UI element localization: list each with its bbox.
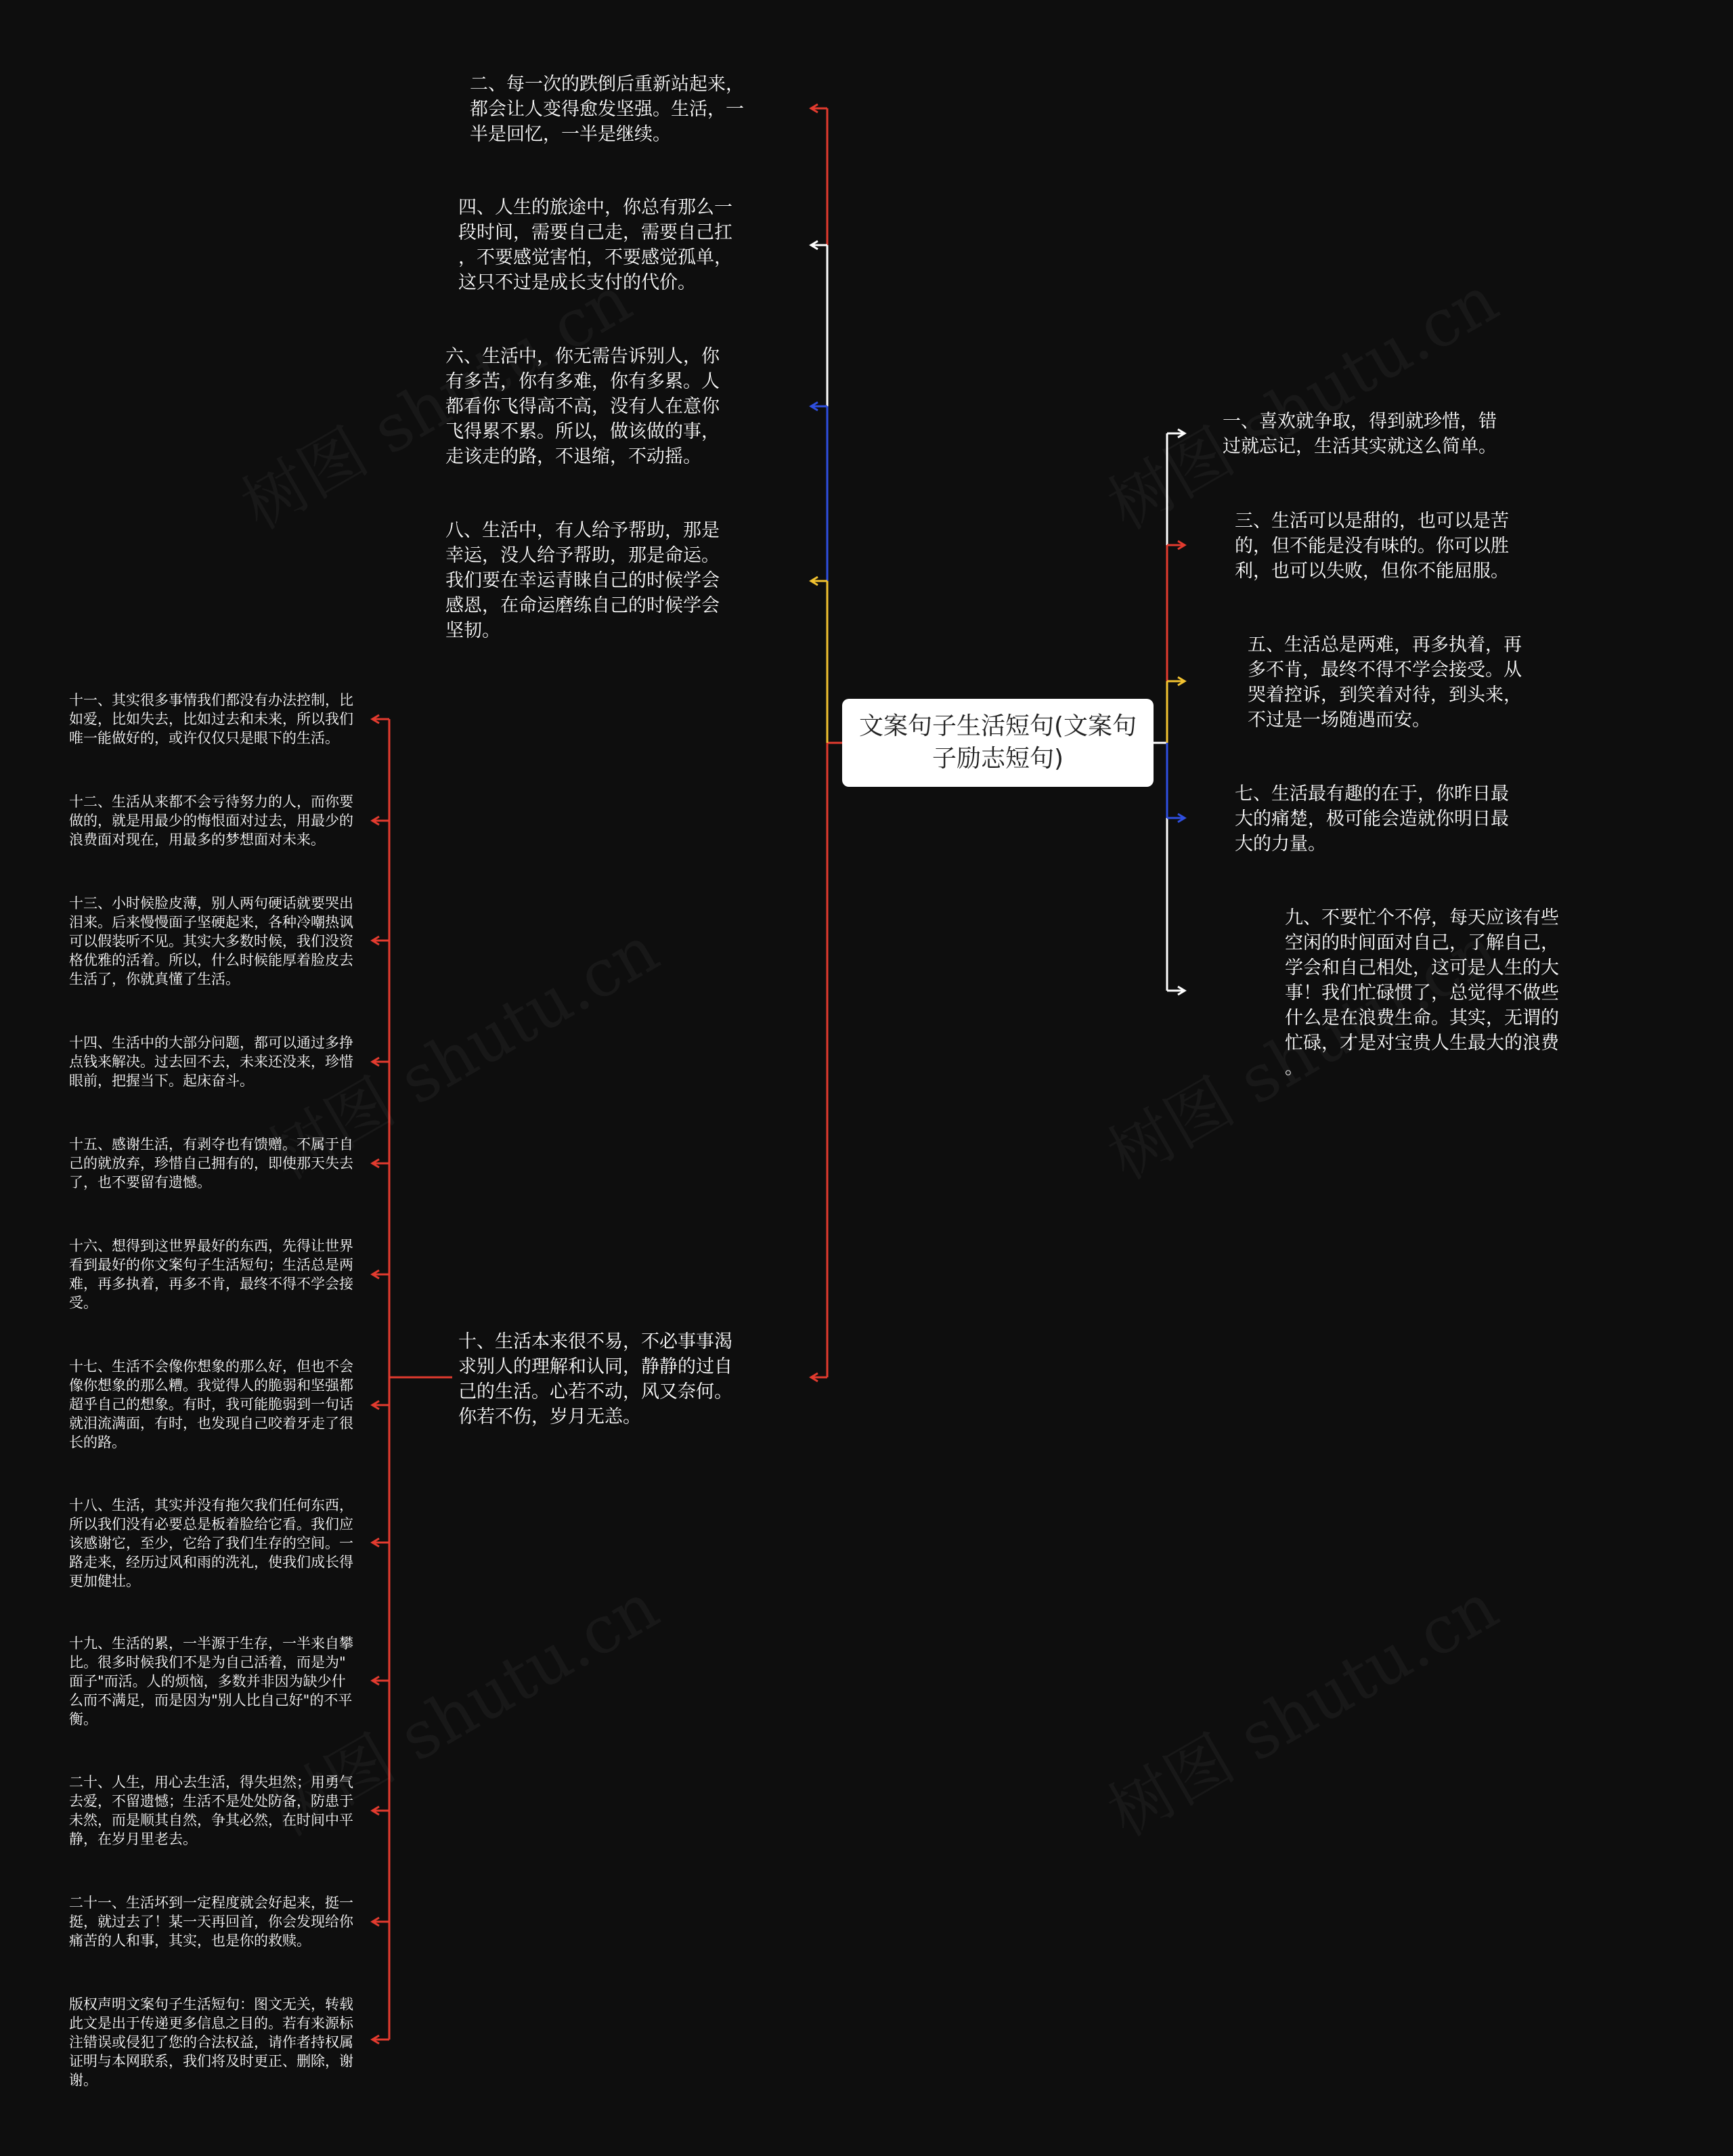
root-topic[interactable]: 文案句子生活短句(文案句子励志短句): [842, 699, 1154, 787]
topic-node[interactable]: 十八、生活，其实并没有拖欠我们任何东西， 所以我们没有必要总是板着脸给它看。我们应 该感谢它，至少，它给了我们生存的空间。一 路走来，经历过风和雨的洗礼，使我们成长得 更加健壮。: [69, 1497, 353, 1589]
topic-node[interactable]: 四、人生的旅途中，你总有那么一 段时间，需要自己走，需要自己扛 ，不要感觉害怕，不要感觉孤单， 这只不过是成长支付的代价。: [458, 197, 732, 293]
topic-node[interactable]: 十四、生活中的大部分问题，都可以通过多挣 点钱来解决。过去回不去，未来还没来，珍惜 眼前，把握当下。起床奋斗。: [69, 1035, 353, 1089]
topic-node[interactable]: 十三、小时候脸皮薄，别人两句硬话就要哭出 泪来。后来慢慢面子坚硬起来，各种冷嘲热讽 可以假装听不见。其实大多数时候，我们没资 格优雅的活着。所以，什么时候能厚着脸皮去 生活了，你就真懂了生活。: [69, 895, 353, 987]
topic-node[interactable]: 十六、想得到这世界最好的东西，先得让世界 看到最好的你文案句子生活短句；生活总是两 难，再多执着，再多不肯，最终不得不学会接 受。: [69, 1238, 353, 1311]
topic-node[interactable]: 十五、感谢生活，有剥夺也有馈赠。不属于自 己的就放弃，珍惜自己拥有的，即使那天失去 了，也不要留有遗憾。: [69, 1136, 353, 1190]
topic-node[interactable]: 九、不要忙个不停，每天应该有些 空闲的时间面对自己，了解自己， 学会和自己相处，这可是人生的大 事！我们忙碌惯了，总觉得不做些 什么是在浪费生命。其实，无谓的 忙碌，才是对宝贵人生最大的浪费 。: [1285, 907, 1559, 1079]
topic-node[interactable]: 二十一、生活坏到一定程度就会好起来，挺一 挺，就过去了！某一天再回首，你会发现给你 痛苦的人和事，其实，也是你的救赎。: [69, 1895, 353, 1949]
topic-node[interactable]: 二十、人生，用心去生活，得失坦然；用勇气 去爱，不留遗憾；生活不是处处防备，防患于 未然，而是顺其自然，争其必然，在时间中平 静，在岁月里老去。: [69, 1774, 353, 1847]
topic-node[interactable]: 二、每一次的跌倒后重新站起来， 都会让人变得愈发坚强。生活，一 半是回忆，一半是继续。: [470, 74, 744, 145]
topic-node[interactable]: 五、生活总是两难，再多执着，再 多不肯，最终不得不学会接受。从 哭着控诉，到笑着对待，到头来， 不过是一场随遇而安。: [1248, 634, 1522, 731]
topic-node[interactable]: 版权声明文案句子生活短句：图文无关，转载 此文是出于传递更多信息之目的。若有来源标 注错误或侵犯了您的合法权益，请作者持权属 证明与本网联系，我们将及时更正、删除，谢 谢。: [69, 1996, 353, 2088]
topic-node[interactable]: 三、生活可以是甜的，也可以是苦 的，但不能是没有味的。你可以胜 利，也可以失败，但你不能屈服。: [1235, 511, 1509, 582]
topic-node[interactable]: 十七、生活不会像你想象的那么好，但也不会 像你想象的那么糟。我觉得人的脆弱和坚强都 超乎自己的想象。有时，我可能脆弱到一句话 就泪流满面，有时，也发现自己咬着牙走了很 长的路。: [69, 1358, 353, 1450]
topic-node[interactable]: 十一、其实很多事情我们都没有办法控制，比 如爱，比如失去，比如过去和未来，所以我们 唯一能做好的，或许仅仅只是眼下的生活。: [69, 692, 353, 746]
topic-node[interactable]: 十九、生活的累，一半源于生存，一半来自攀 比。很多时候我们不是为自己活着，而是为" 面子"而活。人的烦恼，多数并非因为缺少什 么而不满足，而是因为"别人比自己好"的不平 衡。: [69, 1635, 353, 1727]
topic-node[interactable]: 十、生活本来很不易，不必事事渴 求别人的理解和认同，静静的过自 己的生活。心若不动，风又奈何。 你若不伤，岁月无恙。: [458, 1331, 732, 1427]
topic-node[interactable]: 七、生活最有趣的在于，你昨日最 大的痛楚，极可能会造就你明日最 大的力量。: [1235, 783, 1509, 855]
topic-node[interactable]: 六、生活中，你无需告诉别人，你 有多苦，你有多难，你有多累。人 都看你飞得高不高，没有人在意你 飞得累不累。所以，做该做的事， 走该走的路，不退缩，不动摇。: [445, 346, 720, 467]
topic-node[interactable]: 一、喜欢就争取，得到就珍惜，错 过就忘记，生活其实就这么简单。: [1223, 411, 1497, 457]
topic-node[interactable]: 八、生活中，有人给予帮助，那是 幸运，没人给予帮助，那是命运。 我们要在幸运青睐自己的时候学会 感恩，在命运磨练自己的时候学会 坚韧。: [445, 520, 720, 641]
topic-node[interactable]: 十二、生活从来都不会亏待努力的人，而你要 做的，就是用最少的悔恨面对过去，用最少的 浪费面对现在，用最多的梦想面对未来。: [69, 794, 353, 848]
